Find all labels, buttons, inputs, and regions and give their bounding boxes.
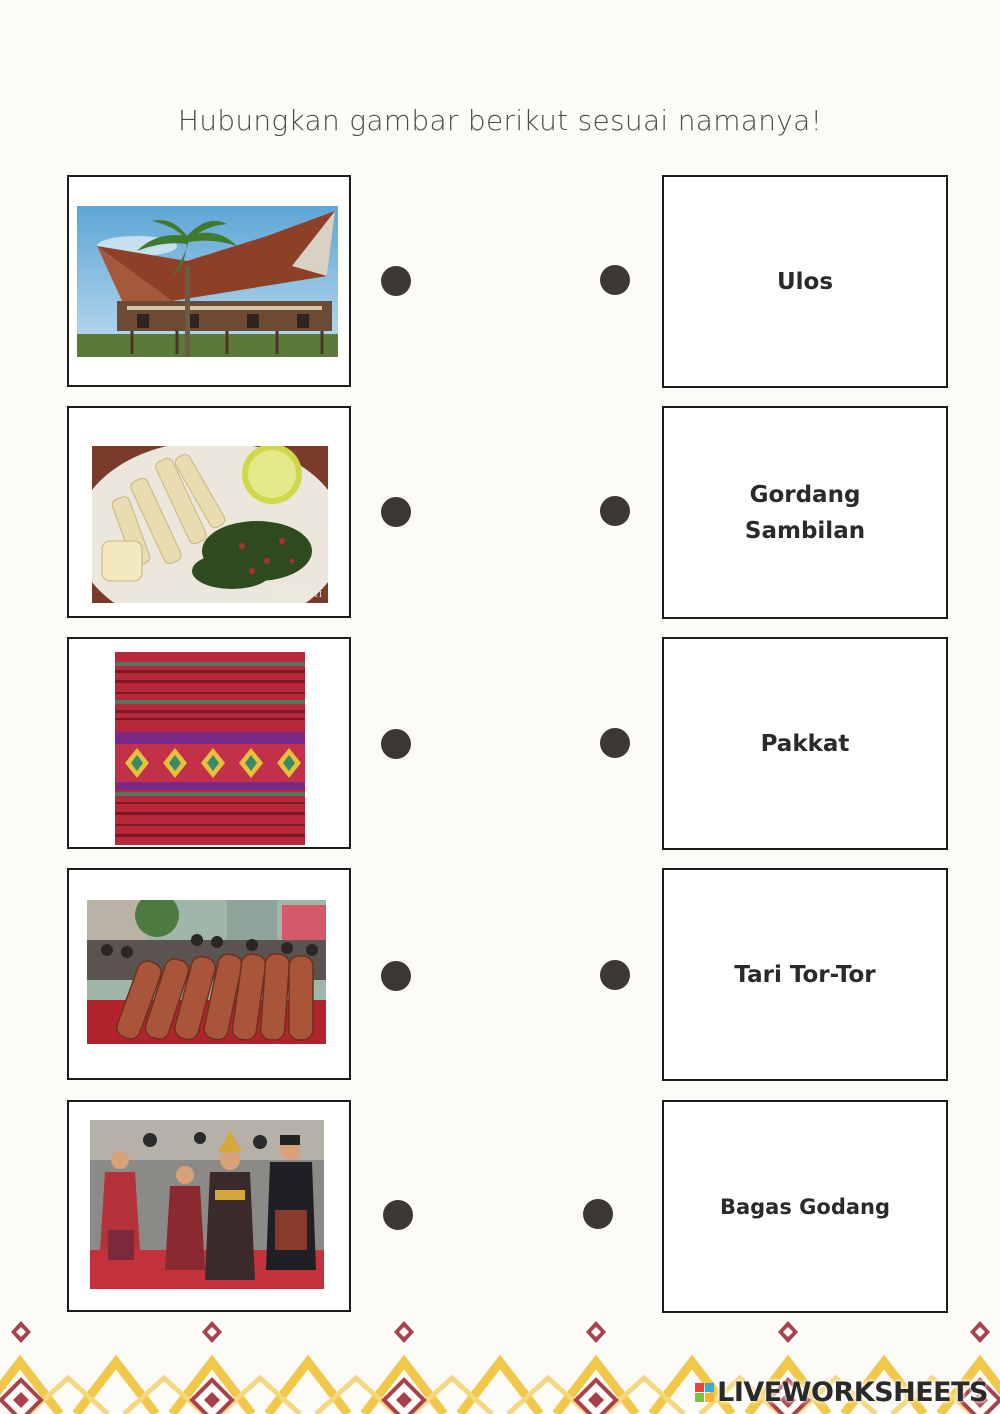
- name-label: Tari Tor-Tor: [734, 961, 876, 988]
- name-card-2: [662, 406, 948, 619]
- left-match-dot-3[interactable]: [381, 729, 411, 759]
- left-match-dot-2[interactable]: [381, 497, 411, 527]
- picture-card-4: [67, 868, 351, 1080]
- right-match-dot-2[interactable]: [600, 496, 630, 526]
- photo-watermark: SARASVATI: [274, 590, 322, 599]
- name-card-5: [662, 1100, 948, 1313]
- left-match-dot-4[interactable]: [381, 961, 411, 991]
- name-card-4: [662, 868, 948, 1081]
- name-card-3: [662, 637, 948, 850]
- instruction-text: Hubungkan gambar berikut sesuai namanya!: [177, 104, 823, 137]
- picture-card-1: [67, 175, 351, 387]
- liveworksheets-logo-icon: [695, 1383, 714, 1402]
- left-match-dot-1[interactable]: [381, 266, 411, 296]
- name-card-1: [662, 175, 948, 388]
- name-label: Ulos: [776, 268, 834, 295]
- left-match-dot-5[interactable]: [383, 1200, 413, 1230]
- right-match-dot-5[interactable]: [583, 1199, 613, 1229]
- name-label: Pakkat: [760, 730, 850, 757]
- picture-card-2: [67, 406, 351, 618]
- right-match-dot-3[interactable]: [600, 728, 630, 758]
- picture-card-5: [67, 1100, 351, 1312]
- right-match-dot-4[interactable]: [600, 960, 630, 990]
- liveworksheets-logo: [695, 1377, 988, 1408]
- ulos-woven-cloth-photo: [115, 652, 305, 845]
- tortor-dancers-photo: [90, 1120, 324, 1289]
- brand-text: LIVEWORKSHEETS: [717, 1377, 988, 1408]
- food-plate-photo: [92, 446, 328, 603]
- name-label: Gordang Sambilan: [744, 481, 866, 544]
- picture-card-3: [67, 637, 351, 849]
- batak-traditional-house-photo: [77, 206, 338, 357]
- name-label: Bagas Godang: [719, 1194, 891, 1219]
- decorative-footer-border: [0, 1318, 1000, 1414]
- right-match-dot-1[interactable]: [600, 265, 630, 295]
- gordang-drums-photo: [87, 900, 326, 1044]
